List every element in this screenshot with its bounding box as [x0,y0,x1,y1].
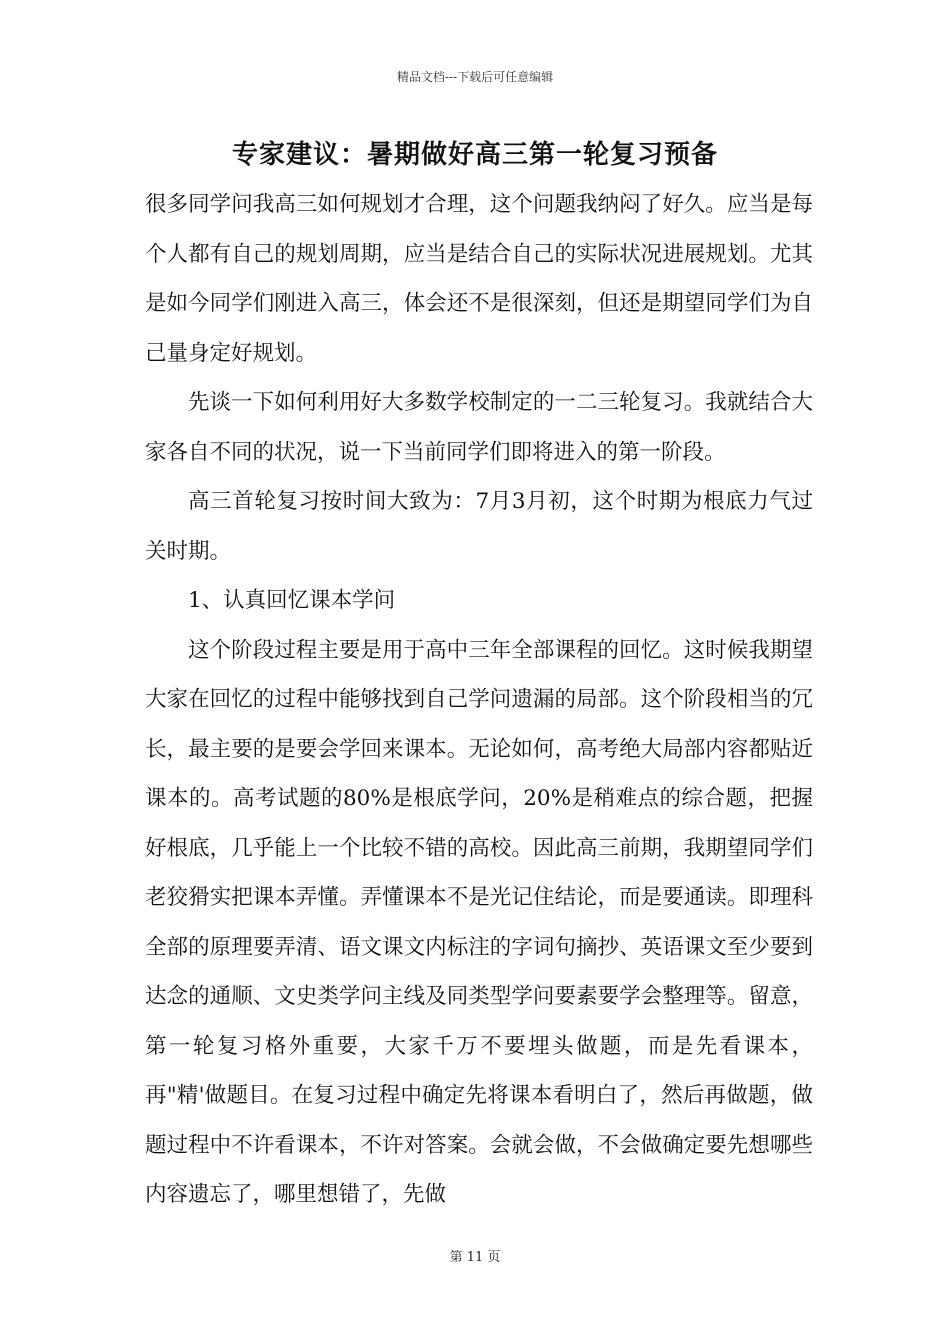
paragraph: 很多同学问我高三如何规划才合理，这个问题我纳闷了好久。应当是每个人都有自己的规划周期，应当是结合自己的实际状况进展规划。尤其是如今同学们刚进入高三，体会还不是很深刻，但还是期望同学们为自己量身定好规划。 [145,192,813,366]
document-body [145,180,813,1220]
paragraph: 这个阶段过程主要是用于高中三年全部课程的回忆。这时候我期望大家在回忆的过程中能够找到自己学问遗漏的局部。这个阶段相当的冗长，最主要的是要会学回来课本。无论如何，高考绝大局部内容都贴近课本的。高考试题的80%是根底学问，20%是稍难点的综合题，把握好根底，几乎能上一个比较不错的高校。因此高三前期，我期望同学们老狡猾实把课本弄懂。弄懂课本不是光记住结论，而是要通读。即理科全部的原理要弄清、语文课文内标注的字词句摘抄、英语课文至少要到达念的通顺、文史类学问主线及同类型学问要素要学会整理等。留意，第一轮复习格外重要，大家千万不要埋头做题，而是先看课本，再"精'做题目。在复习过程中确定先将课本看明白了，然后再做题，做题过程中不许看课本，不许对答案。会就会做，不会做确定要先想哪些内容遗忘了，哪里想错了，先做 [145,637,813,1207]
paragraph: 先谈一下如何利用好大多数学校制定的一二三轮复习。我就结合大家各自不同的状况，说一下当前同学们即将进入的第一阶段。 [145,390,813,465]
section-heading: 1、认真回忆课本学问 [188,588,396,613]
page-number: 第 11 页 [449,1250,501,1265]
document-title: 专家建议：暑期做好高三第一轮复习预备 [231,140,718,170]
page-header: 精品文档---下载后可任意编辑 [396,70,554,84]
paragraph: 高三首轮复习按时间大致为：7月3月初，这个时期为根底力气过关时期。 [145,489,813,564]
